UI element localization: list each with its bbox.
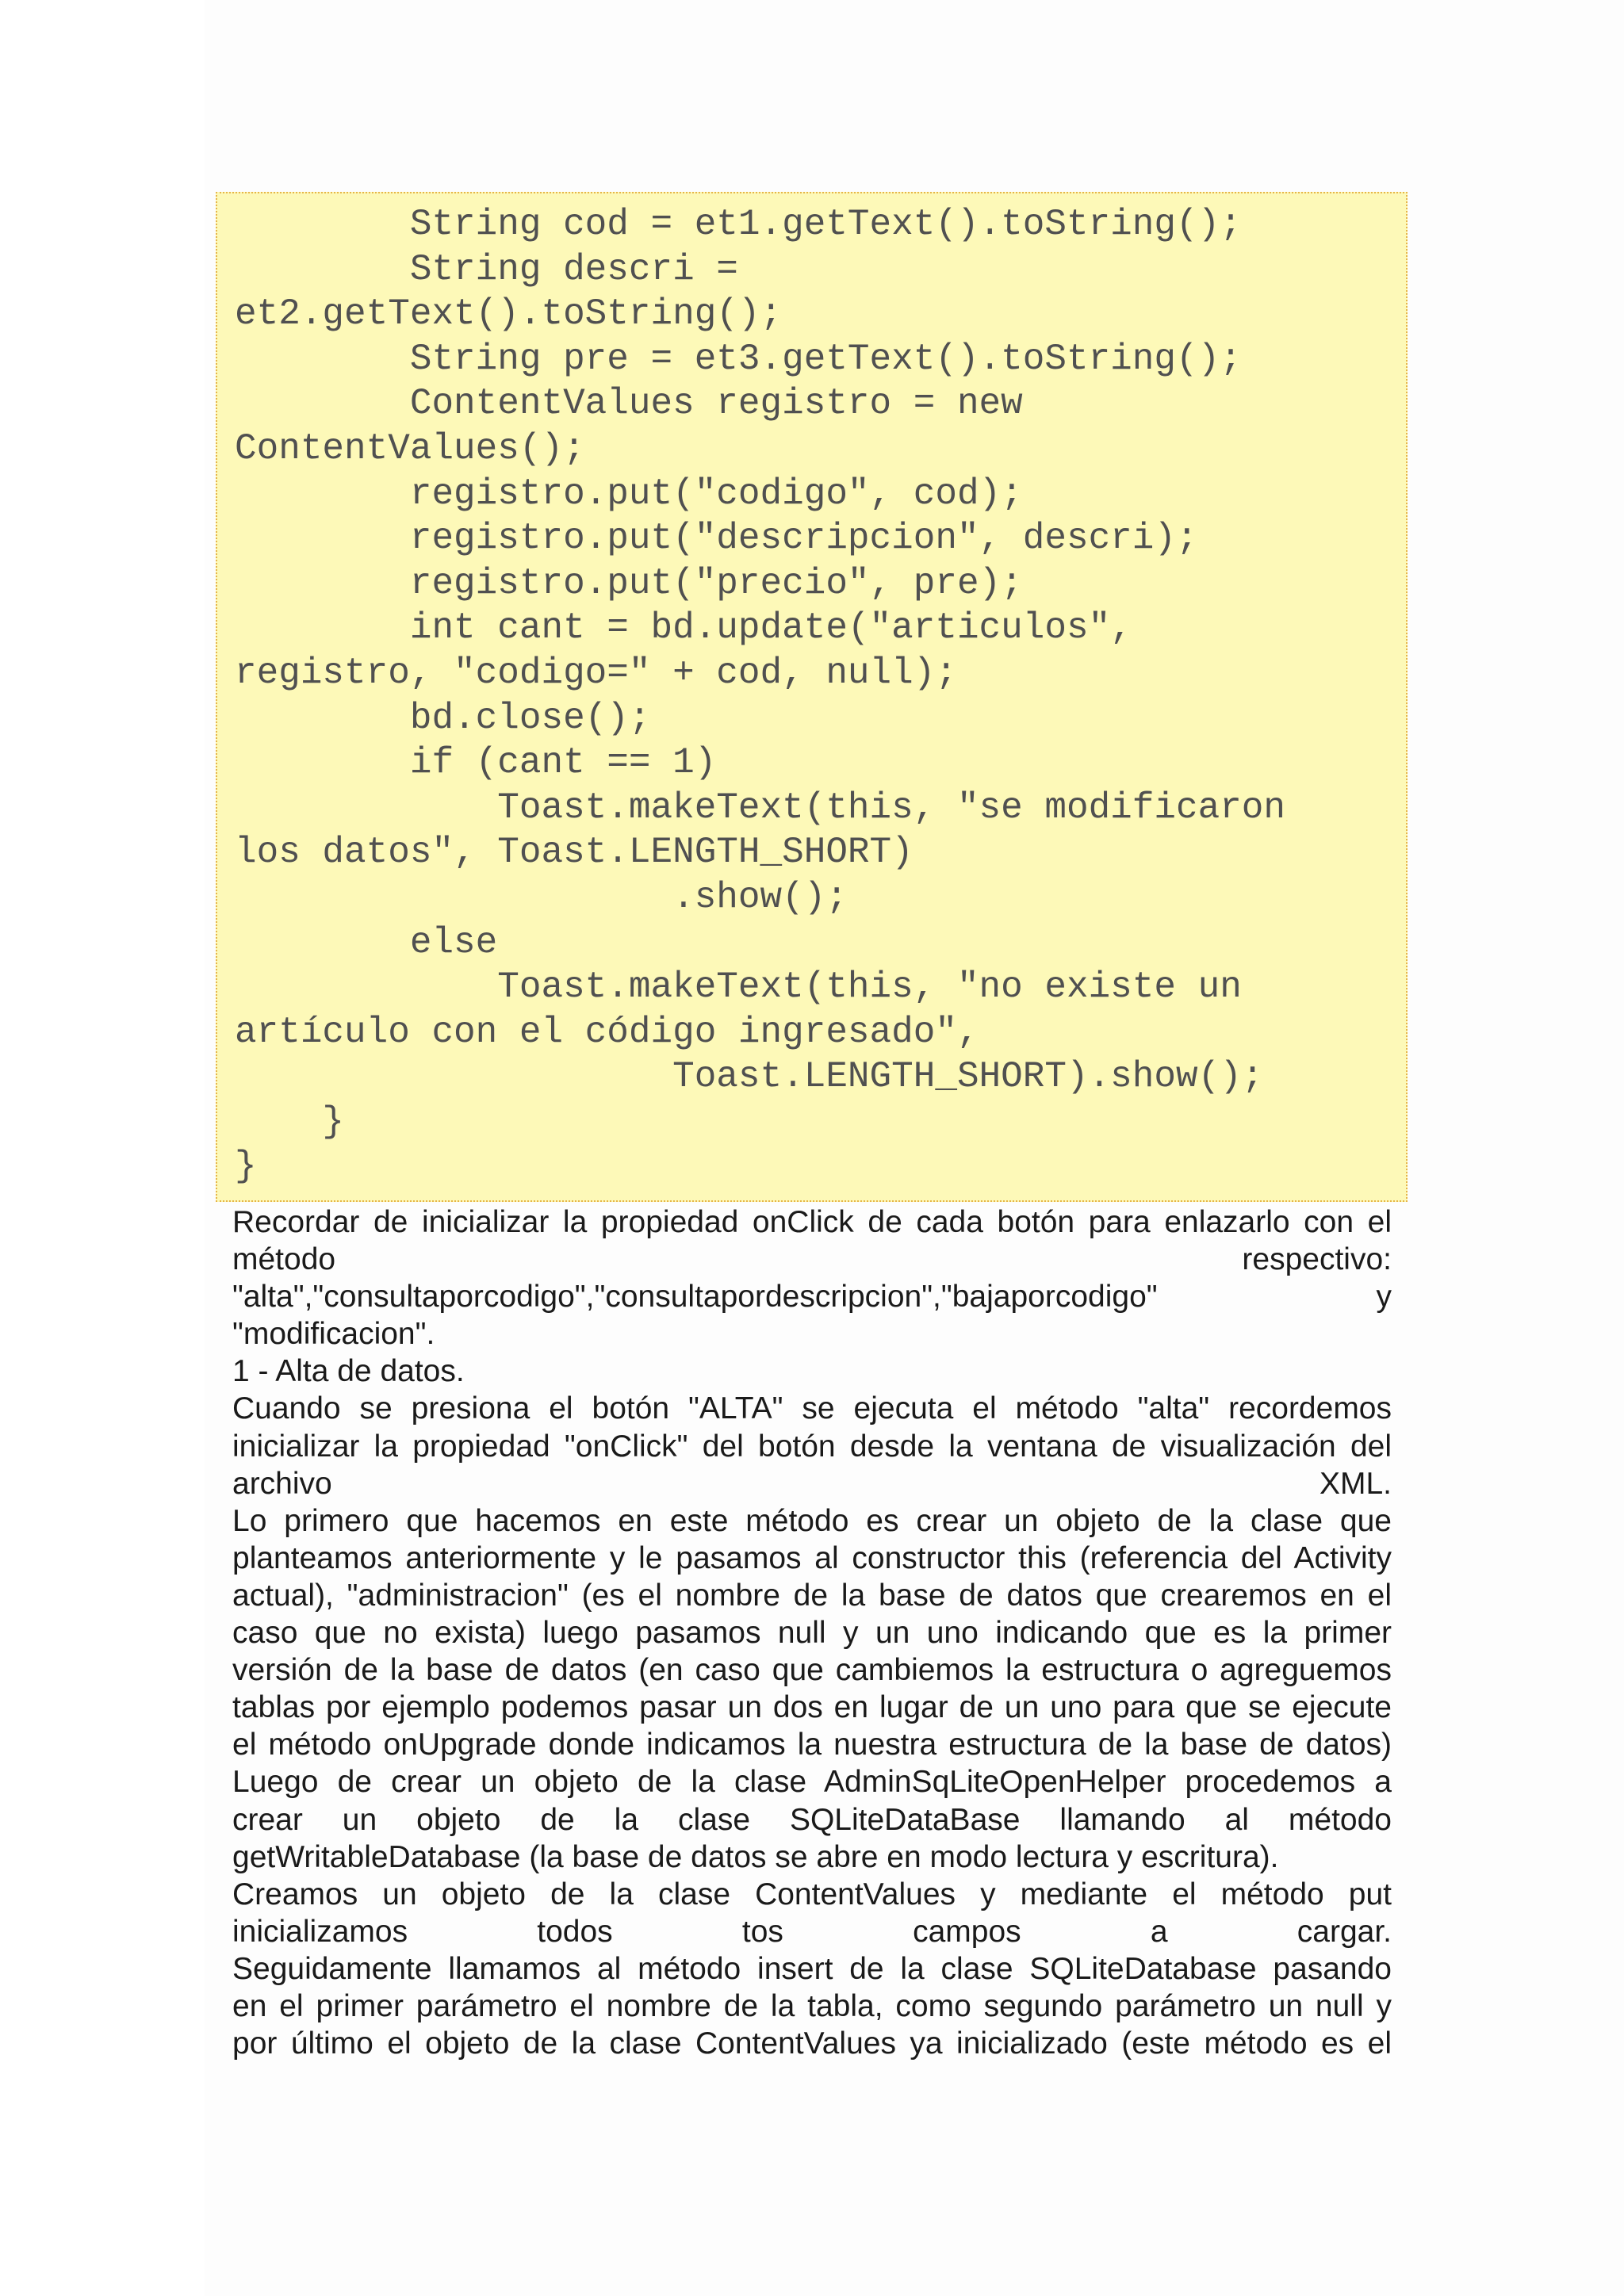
code-line: ContentValues registro = new (235, 383, 1023, 425)
code-line: String pre = et3.getText().toString(); (235, 338, 1242, 380)
code-line: los datos", Toast.LENGTH_SHORT) (235, 832, 914, 874)
text-line: por último el objeto de la clase ContentValues ya inicializado (este método es el (232, 2026, 1392, 2061)
code-line: String descri = (235, 248, 738, 290)
code-line: registro, "codigo=" + cod, null); (235, 652, 957, 694)
text-line: getWritableDatabase (la base de datos se abre en modo lectura y escritura). (232, 1839, 1279, 1874)
text-line: Cuando se presiona el botón "ALTA" se ejecuta el método "alta" recordemos (232, 1391, 1392, 1426)
code-line: } (235, 1146, 257, 1188)
text-line: inicializamos todos tos campos a cargar. (232, 1914, 1392, 1949)
text-line: "alta","consultaporcodigo","consultapordescripcion","bajaporcodigo" y (232, 1280, 1392, 1314)
code-line: } (235, 1100, 345, 1142)
code-line: registro.put("descripcion", descri); (235, 518, 1198, 560)
text-line: 1 - Alta de datos. (232, 1354, 465, 1389)
text-line: Creamos un objeto de la clase ContentValues y mediante el método put (232, 1877, 1392, 1911)
text-line: versión de la base de datos (en caso que cambiemos la estructura o agreguemos (232, 1653, 1392, 1688)
text-line: método respectivo: (232, 1242, 1392, 1277)
text-line: inicializar la propiedad "onClick" del botón desde la ventana de visualización del (232, 1429, 1392, 1464)
code-line: if (cant == 1) (235, 742, 717, 784)
code-line: Toast.LENGTH_SHORT).show(); (235, 1056, 1264, 1098)
text-line: archivo XML. (232, 1466, 1392, 1501)
text-line: tablas por ejemplo podemos pasar un dos en lugar de un uno para que se ejecute (232, 1690, 1392, 1725)
code-line: ContentValues(); (235, 427, 585, 469)
text-line: "modificacion". (232, 1317, 435, 1352)
text-line: el método onUpgrade donde indicamos la nuestra estructura de la base de datos) (232, 1728, 1392, 1762)
code-line: registro.put("codigo", cod); (235, 473, 1023, 515)
code-block (216, 192, 1408, 1202)
code-line: else (235, 921, 498, 963)
code-line: .show(); (235, 876, 848, 918)
text-line: caso que no exista) luego pasamos null y un uno indicando que es la primer (232, 1616, 1392, 1651)
code-line: registro.put("precio", pre); (235, 562, 1023, 604)
text-line: Luego de crear un objeto de la clase AdminSqLiteOpenHelper procedemos a (232, 1765, 1392, 1800)
code-line: artículo con el código ingresado", (235, 1011, 979, 1053)
text-line: en el primer parámetro el nombre de la tabla, como segundo parámetro un null y (232, 1988, 1392, 2023)
text-line: actual), "administracion" (es el nombre de la base de datos que crearemos en el (232, 1578, 1392, 1613)
code-line: Toast.makeText(this, "se modificaron (235, 786, 1286, 828)
code-line: int cant = bd.update("articulos", (235, 607, 1132, 649)
text-line: Lo primero que hacemos en este método es crear un objeto de la clase que (232, 1503, 1392, 1538)
code-line: String cod = et1.getText().toString(); (235, 204, 1242, 245)
text-line: Recordar de inicializar la propiedad onClick de cada botón para enlazarlo con el (232, 1205, 1392, 1239)
body-text (232, 1203, 1392, 2062)
text-line: planteamos anteriormente y le pasamos al constructor this (referencia del Activity (232, 1540, 1392, 1575)
code-line: Toast.makeText(this, "no existe un (235, 966, 1242, 1008)
code-line: et2.getText().toString(); (235, 293, 783, 335)
text-line: Seguidamente llamamos al método insert de la clase SQLiteDatabase pasando (232, 1951, 1392, 1986)
text-line: crear un objeto de la clase SQLiteDataBase llamando al método (232, 1802, 1392, 1837)
code-line: bd.close(); (235, 697, 651, 739)
